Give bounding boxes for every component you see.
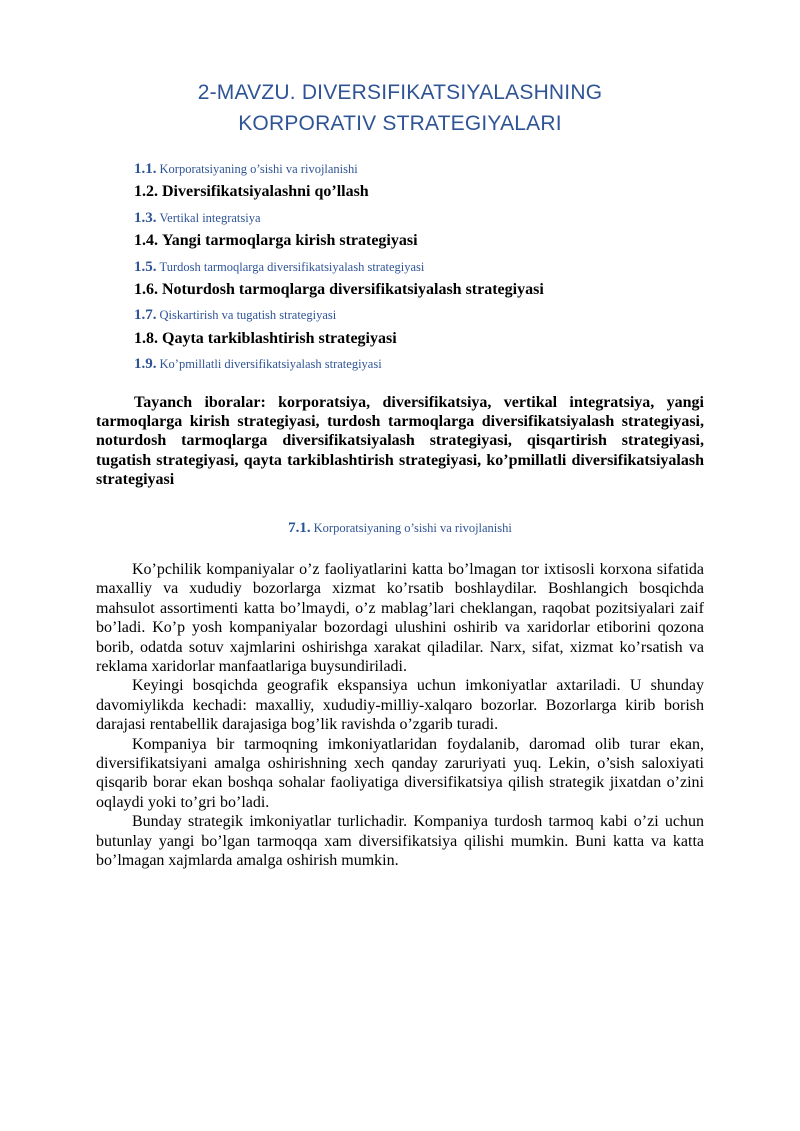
toc-item-number: 1.4. (134, 232, 158, 250)
toc-item-text: Korporatsiyaning o’sishi va rivojlanishi (159, 162, 358, 176)
toc-item-1-5 (134, 255, 694, 279)
toc-item-1-8 (134, 328, 694, 352)
toc-item-text: Diversifikatsiyalashni qo’llash (162, 183, 369, 201)
toc-item-number: 1.3. (134, 209, 157, 226)
toc-item-1-7 (134, 303, 694, 327)
toc-item-1-9 (134, 352, 694, 376)
toc-item-1-4 (134, 230, 694, 254)
page-title-line-2: KORPORATIV STRATEGIYALARI (238, 112, 562, 135)
toc-item-1-3 (134, 206, 694, 230)
body-paragraph: Bunday strategik imkoniyatlar turlichadir. Kompaniya turdosh tarmoq kabi o’zi uchun butunlay yangi bo’lgan tarmoqqa xam diversifikatsiya qilishi mumkin. Buni katta va katta bo’lmagan xajmlarda amalga oshirish mumkin. (96, 813, 704, 870)
section-heading-text: Korporatsiyaning o’sishi va rivojlanishi (313, 521, 512, 535)
toc-item-text: Qiskartirish va tugatish strategiyasi (159, 308, 337, 323)
toc-item-number: 1.5. (134, 258, 157, 275)
keywords-paragraph: Tayanch iboralar: korporatsiya, diversifikatsiya, vertikal integratsiya, yangi tarmoqlarga kirish strategiyasi, turdosh tarmoqlarga diversifikatsiyalash strategiyasi, noturdosh tarmoqlarga diversifikatsiyalash strategiyasi, qisqartirish strategiyasi, tugatish strategiyasi, qayta tarkiblashtirish strategiyasi, ko’pmillatli diversifikatsiyalash strategiyasi (96, 394, 704, 488)
page-title-line-1: 2-MAVZU. DIVERSIFIKATSIYALASHNING (197, 81, 603, 104)
toc-item-text: Yangi tarmoqlarga kirish strategiyasi (162, 232, 418, 250)
section-heading (96, 519, 704, 537)
toc-item-text: Turdosh tarmoqlarga diversifikatsiyalash strategiyasi (159, 259, 425, 274)
toc-item-1-2 (134, 181, 694, 205)
toc-item-text: Ko’pmillatli diversifikatsiyalash strategiyasi (159, 357, 382, 372)
toc-item-text: Noturdosh tarmoqlarga diversifikatsiyalash strategiyasi (162, 280, 544, 298)
toc-item-text: Qayta tarkiblashtirish strategiyasi (162, 329, 397, 347)
toc-item-number: 1.1. (134, 161, 157, 177)
body-text (96, 560, 704, 871)
body-paragraph: Keyingi bosqichda geografik ekspansiya uchun imkoniyatlar axtariladi. U shunday davomiylikda kechadi: maxalliy, xududiy-milliy-xalqaro bozorlar. Bozorlarga kirib borish darajasi rentabellik darajasiga bog’lik ravishda o’zgarib turadi. (96, 677, 704, 734)
toc-item-number: 1.8. (134, 329, 158, 347)
body-paragraph: Kompaniya bir tarmoqning imkoniyatlaridan foydalanib, daromad olib turar ekan, diversifikatsiyani amalga oshirishning xech qanday zaruriyati yuq. Lekin, o’sish saloxiyati qisqarib borar ekan boshqa sohalar faoliyatiga diversifikatsiya qilish strategik jixatdan o’zini oqlaydi yoki to’gri bo’ladi. (96, 735, 704, 811)
body-paragraph: Ko’pchilik kompaniyalar o’z faoliyatlarini katta bo’lmagan tor ixtisosli korxona sifatida maxalliy va xududiy bozorlarga xizmat ko’rsatib boshlaydilar. Boshlangich bosqichda mahsulot assortimenti katta bo’lmaydi, o’z mablag’lari cheklangan, raqobat pozitsiyalari zaif bo’ladi. Ko’p yosh kompaniyalar bozordagi ulushini oshirib va xaridorlar etiborini qozona borib, odatda sotuv xajmlarini oshirishga xarakat qiladilar. Narx, sifat, xizmat ko’rsatish va reklama xaridorlar manfaatlariga buysundiriladi. (96, 561, 704, 676)
toc-item-1-6 (134, 279, 694, 303)
toc-item-number: 1.2. (134, 183, 158, 201)
toc-item-number: 1.7. (134, 307, 157, 324)
section-heading-number: 7.1. (288, 520, 311, 536)
toc-item-text: Vertikal integratsiya (159, 210, 261, 225)
table-of-contents (134, 157, 694, 377)
toc-item-number: 1.6. (134, 280, 158, 298)
toc-item-number: 1.9. (134, 356, 157, 373)
toc-item-1-1 (134, 157, 694, 181)
